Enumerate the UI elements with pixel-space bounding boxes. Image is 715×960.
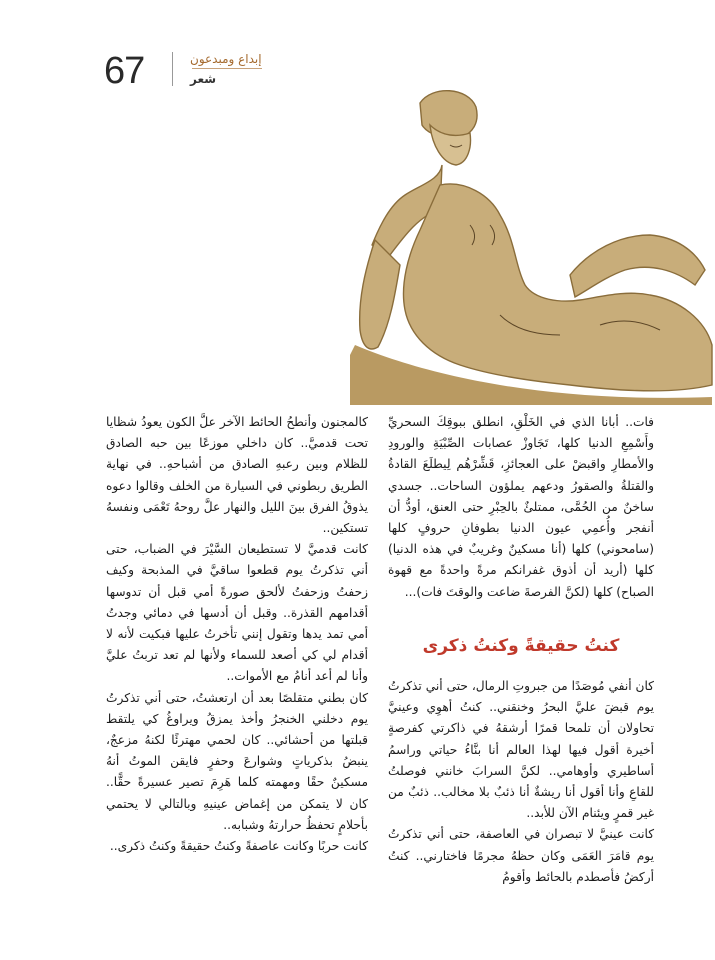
poem-title: كنتُ حقيقةً وكنتُ ذكرى: [422, 636, 620, 656]
paragraph: فات.. أبانا الذي في الخَلْقِ، انطلق ببوقِكَ السحريِّ وأَسْمِعِ الدنيا كلها، تَجَاوزْ عصابات الصِّبْيَةِ والورودِ والأمطارِ واقبضْ على العجائزِ، قَشِّرْهُم لِيطلَعَ القادةُ والقتلةُ والصقورُ ودعهم يملؤون الساحات.. جسدي ساخنٌ من الحُمَّى، ممتلئٌ بالحِبْرِ حتى العنق، أودُّ أن أنفجر وأُعمِي عيون الدنيا بطوفانِ حروفٍ كلها (سامحوني) كلها (أنا مسكينٌ وغريبٌ في هذه الدنيا) كلها (أريد أن أذوق غفرانكم مرةً واحدةً مع قهوة الصباح) كلها (لكنَّ الفرصةَ ضاعت والوقتَ فات)...: [388, 415, 654, 599]
paragraph: كالمجنون وأنطحُ الحائط الآخر علَّ الكون يعودُ شظايا تحت قدميَّ.. كان داخلي موزعًا بين حبه الصادق للظلام وبين رعبهِ الصادق من أشباحهِ.. في نهاية الطريق ربطوني في السيارة من الخلف وقالوا دعوه يذوقُ الفرق بينَ الليل والنهار علَّ روحهُ تَعْمَى ونفسهُ تستكين..: [106, 415, 368, 536]
paragraph: كانت عينيَّ لا تبصران في العاصفة، حتى أني تذكرتُ يوم قامَرَ العَمَى وكان حظهُ مجرمًا فاختارني.. كنتُ أركضُ فأصطدم بالحائط وأقومُ: [388, 827, 654, 884]
paragraph: كان أنفي مُوصَدًا من جبروتِ الرمال، حتى أني تذكرتُ يوم قبضَ عليَّ البحرُ وخنقني.. كنتُ أهوِي وعينيَّ تحاولان أن تلمحا قمرًا أرشقهُ في ذاكرتي كفرصةٍ أخيرة أقول فيها لهذا العالم أنا بنَّاءُ حياتي وراسمُ أساطيري وأوهامي.. لكنَّ السرابَ خانني فوصلتُ للقاعِ وأنا أقول أنا ريشةٌ أنا ذئبٌ بلا مخالب.. ذئبٌ من غير قمرٍ ويئنام الآن للأبد..: [388, 679, 654, 821]
nude-sketch-illustration: [350, 85, 715, 405]
right-column-bottom: [388, 676, 654, 888]
page-number: 67: [104, 50, 145, 92]
section-underline: [192, 68, 262, 69]
paragraph: كان بطني متقلصًا بعد أن ارتعشتُ، حتى أني تذكرتُ يوم دخلني الخنجرُ وأخذ يمزقُ ويراوغُ كي يلتقط قبلتها من أحشائي.. كان لحمي مهترئًا لكنهُ مزعجٌ، ينبضُ بذكرياتٍ وشوارعَ وحفرٍ فايقن الموتُ أنهُ مسكينٌ حقًا ومهمته كلما هَرِمَ تصير عسيرةً حقًّا.. كان لا يتمكن من إغماض عينيهِ وبالتالي لا يحتمي بأحلامٍ تحفظُ حرارتهُ وشبابه..: [106, 690, 368, 832]
subsection-label: شعر: [190, 72, 217, 86]
paragraph: كانت حربًا وكانت عاصفةً وكنتُ حقيقةً وكنتُ ذكرى..: [109, 839, 368, 854]
paragraph: كانت قدميَّ لا تستطيعان السَّيْرَ في الضباب، حتى أني تذكرتُ يوم قطعوا ساقيَّ في المذبحة وكيف زحفتُ وزحفتُ لألحق صورةً أمي قبل أن تدوسها أقدامهم القذرة.. وقبل أن أدسها في دمائي وجدتُ أمي تمد يدها وتقول إنني تأخرتُ عليها فبكيت لأنه لا أقدام لي كي أصعد للسماء ولأنها لم تعد تربتُ عليَّ وأنا لم أعد أنامُ مع الأموات..: [106, 542, 368, 684]
header-divider: [172, 52, 173, 86]
right-column-top: [388, 412, 654, 603]
section-label: إبداع ومبدعون: [190, 52, 262, 66]
left-column: [106, 412, 368, 857]
